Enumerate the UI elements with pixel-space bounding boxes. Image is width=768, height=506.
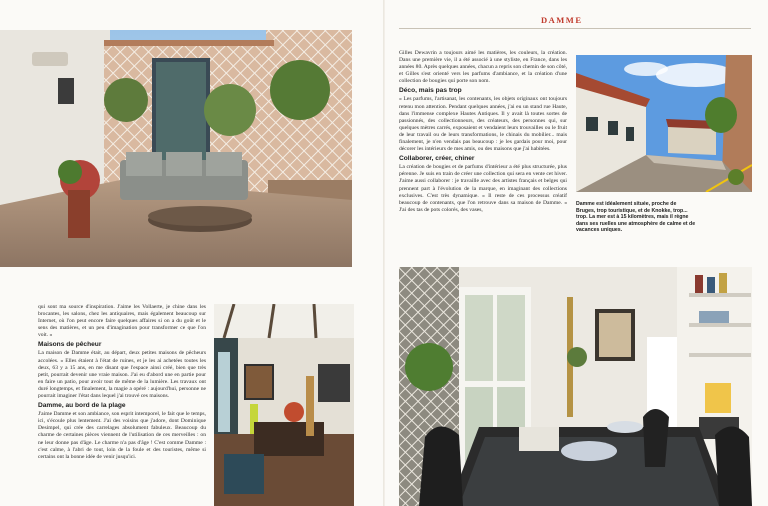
right-page-text <box>399 50 567 214</box>
body-collaborer: La création de bougies et de parfums d'intérieur a été plus structurée, plus pérenne. Je suis en train de créer une collection qui sera en vente cet hiver. J'aime aussi collaborer : je travaille avec des artistes français et belges qui prennent part à l'évolution de la marque, en imaginant des collections exclusives. C'est très dynamique. » Il reste de ces processus créatif beaucoup de contenants, que l'on retrouve dans sa maison de Damme. « J'ai des tas de pots colorés, des vases, <box>399 164 567 213</box>
page-gutter <box>383 0 385 506</box>
section-title: DAMME <box>541 15 583 25</box>
living-room-photo <box>214 304 354 506</box>
photo-caption: Damme est idéalement située, proche de Bruges, trop touristique, et de Knokke, trop... trop. La mer est à 15 kilomètres, mais il règne dans ses ruelles une atmosphère de calme et de vacances uniques. <box>576 201 696 234</box>
body-damme-plage: J'aime Damme et son ambiance, son esprit intemporel, le fait que le temps, ici, s'écoule plus lentement. J'ai des voisins que j'adore, dont Dominique Desimpel, qui crée des carrelages absolument fabuleux. Beaucoup du charme de certaines pièces viennent de l'utilisation de ces merveilles : on ne leur donne pas d'âge. Le charme n'a pas d'âge ! C'est comme Damme : c'est calme, à l'abri de tout, loin de la foule et des touristes, même si certains ont la bonne idée de venir jusqu'ici. <box>38 411 206 460</box>
left-page-text <box>38 304 206 461</box>
dining-room-photo <box>399 267 752 506</box>
header-rule <box>399 28 751 29</box>
body-maisons-de-pecheur: La maison de Damme était, au départ, deux petites maisons de pêcheurs accolées. « Elles étaient à l'état de ruines, et je les ai achetées toutes les deux, 63 y a 15 ans, en me disant que l'espace ainsi créé, bien que très petit, pourrait devenir une vraie maison. J'ai eu d'abord une en partie pour en faire un patio, pour avoir tout de même de la lumière. Les travaux ont duré longtemps, et finalement, la magie a opéré : aujourd'hui, personne ne pourrait imaginer l'état dans lequel j'ai trouvé ces maisons. <box>38 350 206 400</box>
heading-damme-plage: Damme, au bord de la plage <box>38 402 126 410</box>
intro-paragraph: Gilles Dewavrin a toujours aimé les matières, les couleurs, la création. Dans une première vie, il a été associé à une styliste, en France, dans les années 80. Après quelques années, chacun a repris son chemin de son côté, et Gilles s'est orienté vers les parfums d'ambiance, et la création d'une collection de bougies qui porte son nom. <box>399 50 567 85</box>
street-photo <box>576 55 752 192</box>
heading-deco: Déco, mais pas trop <box>399 87 462 95</box>
patio-photo <box>0 30 352 267</box>
heading-maisons-de-pecheur: Maisons de pêcheur <box>38 341 102 349</box>
left-lead-paragraph: qui sont ma source d'inspiration. J'aime les Vollaerte, je chine dans les brocantes, les salons, chez les antiquaires, mais également beaucoup sur Internet, où l'on peut encore faire quelques affaires si on a du goût et le sens des matières, et un peu d'imagination pour transformer ce que l'on voit. » <box>38 304 206 339</box>
body-deco: « Les parfums, l'artisanat, les contenants, les objets originaux ont toujours retenu mon attention. Pendant quelques années, j'ai eu un stand rue Haute, dans l'immense complexe Hautes Antiques. Il y avait là toutes sortes de passionnés, des collectionneurs, des créateurs, des personnes qui, sur quelques mètres carrés, exposaient et vendaient leurs trouvailles ou le fruit de leur travail ou de leurs transformations, le chinais du mobilier... mais finalement, je n'en vendais pas beaucoup : je les gardais pour moi, pour décorer les intérieurs de mes amis, ou des maisons que j'ai habitées. <box>399 96 567 153</box>
heading-collaborer: Collaborer, créer, chiner <box>399 155 475 163</box>
